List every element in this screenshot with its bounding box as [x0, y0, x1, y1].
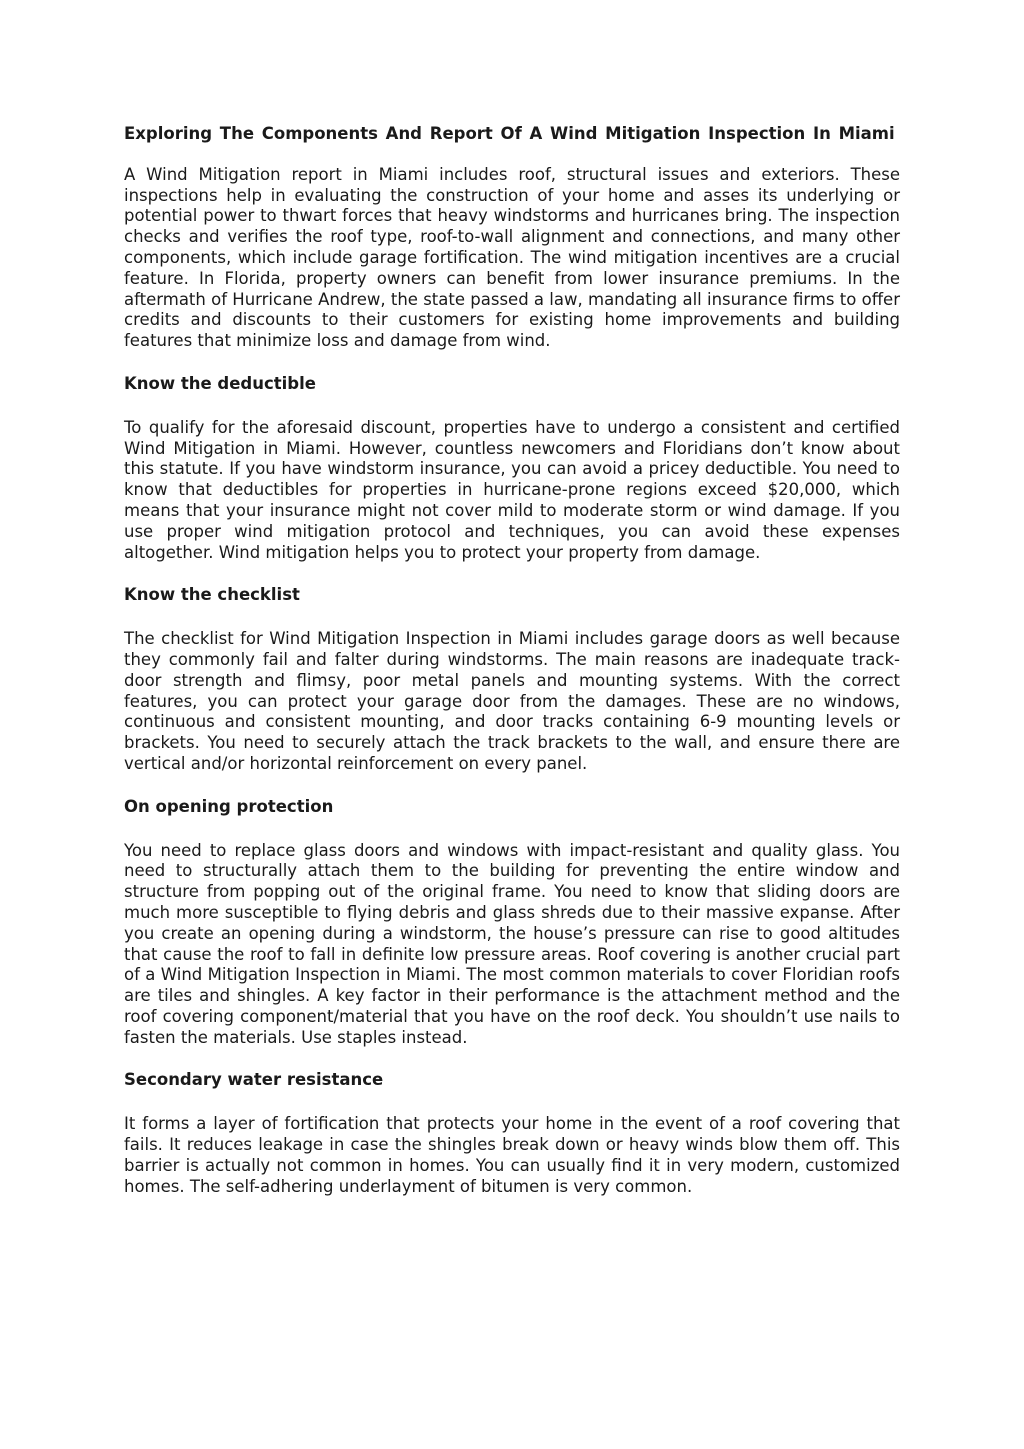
section-body-water-resistance: It forms a layer of fortification that protects your home in the event of a roof covering that fails. It reduces leakage in case the shingles break down or heavy winds blow them off. This barrier is actually not common in homes. You can usually find it in very modern, customized homes. The self-adhering underlayment of bitumen is very common.	[124, 1114, 900, 1196]
section-heading-opening-protection: On opening protection	[124, 796, 334, 816]
document-title: Exploring The Components And Report Of A Wind Mitigation Inspection In Miami	[124, 124, 895, 143]
section-body-deductible: To qualify for the aforesaid discount, properties have to undergo a consistent and certified Wind Mitigation in Miami. However, countless newcomers and Floridians don’t know about this statute. If you have windstorm insurance, you can avoid a pricey deductible. You need to know that deductibles for properties in hurricane-prone regions exceed $20,000, which means that your insurance might not cover mild to moderate storm or wind damage. If you use proper wind mitigation protocol and techniques, you can avoid these expenses altogether. Wind mitigation helps you to protect your property from damage.	[124, 417, 900, 562]
section-body-opening-protection: You need to replace glass doors and windows with impact-resistant and quality glass. You need to structurally attach them to the building for preventing the entire window and structure from popping out of the original frame. You need to know that sliding doors are much more susceptible to flying debris and glass shreds due to their massive expanse. After you create an opening during a windstorm, the house’s pressure can rise to good altitudes that cause the roof to fall in definite low pressure areas. Roof covering is another crucial part of a Wind Mitigation Inspection in Miami. The most common materials to cover Floridian roofs are tiles and shingles. A key factor in their performance is the attachment method and the roof covering component/material that you have on the roof deck. You shouldn’t use nails to fasten the materials. Use staples instead.	[124, 840, 900, 1047]
section-heading-checklist: Know the checklist	[124, 585, 300, 605]
section-heading-deductible: Know the deductible	[124, 373, 316, 393]
document-page	[124, 124, 900, 1219]
section-body-checklist: The checklist for Wind Mitigation Inspection in Miami includes garage doors as well because they commonly fail and falter during windstorms. The main reasons are inadequate track-door strength and flimsy, poor metal panels and mounting systems. With the correct features, you can protect your garage door from the damages. These are no windows, continuous and consistent mounting, and door tracks containing 6-9 mounting levels or brackets. You need to securely attach the track brackets to the wall, and ensure there are vertical and/or horizontal reinforcement on every panel.	[124, 629, 900, 773]
intro-paragraph: A Wind Mitigation report in Miami includes roof, structural issues and exteriors. These inspections help in evaluating the construction of your home and asses its underlying or potential power to thwart forces that heavy windstorms and hurricanes bring. The inspection checks and verifies the roof type, roof-to-wall alignment and connections, and many other components, which include garage fortification. The wind mitigation incentives are a crucial feature. In Florida, property owners can benefit from lower insurance premiums. In the aftermath of Hurricane Andrew, the state passed a law, mandating all insurance firms to offer credits and discounts to their customers for existing home improvements and building features that minimize loss and damage from wind.	[124, 164, 900, 351]
section-heading-water-resistance: Secondary water resistance	[124, 1070, 384, 1090]
